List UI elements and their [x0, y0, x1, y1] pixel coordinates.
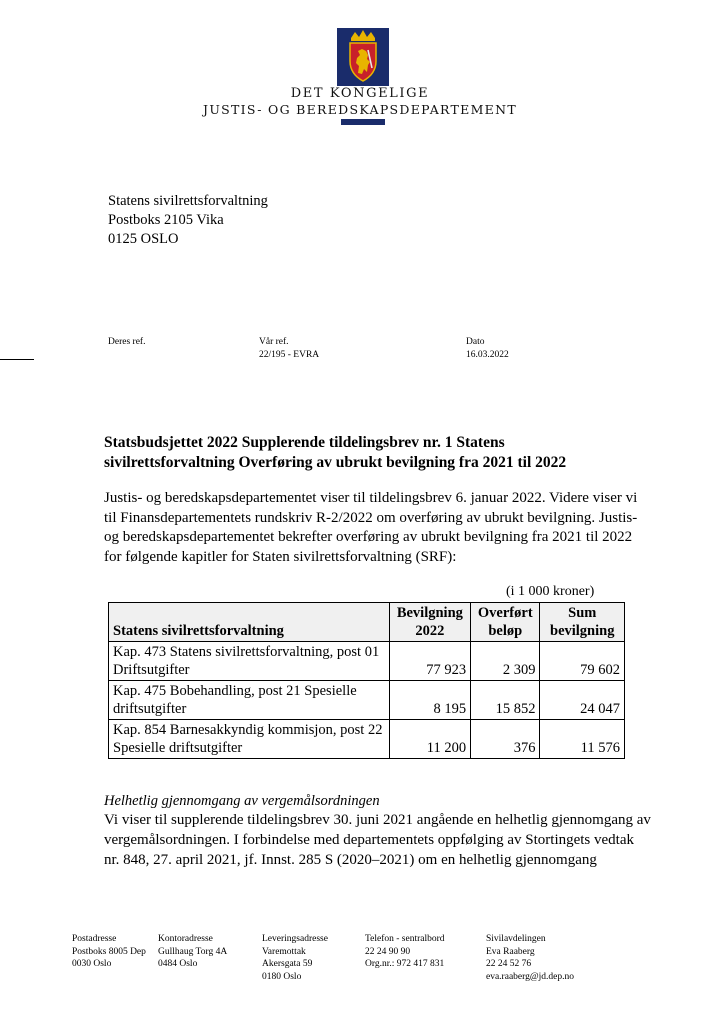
- table-row: [109, 720, 625, 759]
- unit-note: (i 1 000 kroner): [506, 584, 595, 599]
- logo-underline: [341, 119, 385, 125]
- footer-kontor-line1: Gullhaug Torg 4A: [158, 946, 228, 957]
- footer-tel-label: Telefon - sentralbord: [365, 934, 445, 944]
- row-bevilgning: 77 923: [389, 642, 470, 681]
- letterhead: [200, 28, 520, 128]
- footer-post-label: Postadresse: [72, 934, 117, 944]
- footer-delivery-address: [262, 933, 328, 983]
- var-ref-value: 22/195 - EVRA: [259, 350, 320, 360]
- footer-tel-line1: 22 24 90 90: [365, 946, 411, 957]
- row-sum: 24 047: [540, 681, 625, 720]
- footer-phone: [365, 933, 445, 971]
- department-name-line2: JUSTIS- OG BEREDSKAPSDEPARTEMENT: [203, 102, 517, 117]
- recipient-postcode: 0125 OSLO: [108, 231, 179, 247]
- footer-lev-label: Leveringsadresse: [262, 934, 328, 944]
- row-sum: 11 576: [540, 720, 625, 759]
- footer-lev-line3: 0180 Oslo: [262, 971, 302, 982]
- footer-post-address: [72, 933, 146, 971]
- row-overfort: 376: [471, 720, 540, 759]
- row-label: Kap. 473 Statens sivilrettsforvaltning, post 01 Driftsutgifter: [109, 642, 390, 681]
- intro-paragraph: Justis- og beredskapsdepartementet viser til tildelingsbrev 6. januar 2022. Videre viser vi til Finansdepartementets rundskriv R-2/2022 om overføring av ubrukt bevilgning. Justis- og beredskapsdepartementet bekrefter overføring av ubrukt bevilgning fra 2021 til 2022 for følgende kapitler for Staten sivilrettsforvaltning (SRF):: [104, 490, 638, 565]
- footer-post-line1: Postboks 8005 Dep: [72, 946, 146, 957]
- header-sum: Sum bevilgning: [540, 603, 625, 642]
- footer-kontor-line2: 0484 Oslo: [158, 959, 198, 969]
- footer-office-address: [158, 933, 227, 971]
- footer-tel-line2: Org.nr.: 972 417 831: [365, 959, 445, 969]
- footer-avd-label: Sivilavdelingen: [486, 934, 546, 944]
- budget-table: [108, 602, 625, 759]
- header-overfort: Overført beløp: [471, 603, 540, 642]
- row-sum: 79 602: [540, 642, 625, 681]
- footer-email[interactable]: eva.raaberg@jd.dep.no: [486, 971, 574, 982]
- header-label: Statens sivilrettsforvaltning: [109, 603, 390, 642]
- recipient-name: Statens sivilrettsforvaltning: [108, 193, 268, 209]
- recipient-address: [108, 192, 268, 249]
- coat-of-arms-icon: [337, 28, 389, 86]
- row-overfort: 2 309: [471, 642, 540, 681]
- deres-ref-label: Deres ref.: [108, 337, 146, 347]
- row-bevilgning: 8 195: [389, 681, 470, 720]
- footer-department-contact: [486, 933, 574, 983]
- footer-post-line2: 0030 Oslo: [72, 959, 112, 969]
- footer-lev-line2: Akersgata 59: [262, 959, 313, 969]
- fold-mark: [0, 359, 34, 360]
- row-label: Kap. 475 Bobehandling, post 21 Spesielle driftsutgifter: [109, 681, 390, 720]
- var-ref-label: Vår ref.: [259, 337, 289, 347]
- letter-title: Statsbudsjettet 2022 Supplerende tildelingsbrev nr. 1 Statens sivilrettsforvaltning Overføring av ubrukt bevilgning fra 2021 til 2022: [104, 434, 567, 471]
- row-bevilgning: 11 200: [389, 720, 470, 759]
- footer-lev-line1: Varemottak: [262, 946, 306, 957]
- table-row: [109, 642, 625, 681]
- footer-avd-line1: Eva Raaberg: [486, 946, 535, 957]
- header-bevilgning: Bevilgning 2022: [389, 603, 470, 642]
- table-row: [109, 681, 625, 720]
- section-heading: Helhetlig gjennomgang av vergemålsordningen: [104, 793, 380, 809]
- date-label: Dato: [466, 337, 485, 347]
- row-label: Kap. 854 Barnesakkyndig kommisjon, post 22 Spesielle driftsutgifter: [109, 720, 390, 759]
- date-value: 16.03.2022: [466, 350, 509, 360]
- section-body: Vi viser til supplerende tildelingsbrev 30. juni 2021 angående en helhetlig gjennomgang av vergemålsordningen. I forbindelse med departementets oppfølging av Stortingets vedtak nr. 848, 27. april 2021, jf. Innst. 285 S (2020–2021) om en helhetlig gjennomgang: [104, 812, 651, 868]
- department-name-line1: DET KONGELIGE: [290, 86, 430, 101]
- footer-kontor-label: Kontoradresse: [158, 934, 213, 944]
- footer-avd-line2: 22 24 52 76: [486, 959, 532, 969]
- table-header-row: [109, 603, 625, 642]
- row-overfort: 15 852: [471, 681, 540, 720]
- recipient-postbox: Postboks 2105 Vika: [108, 212, 224, 228]
